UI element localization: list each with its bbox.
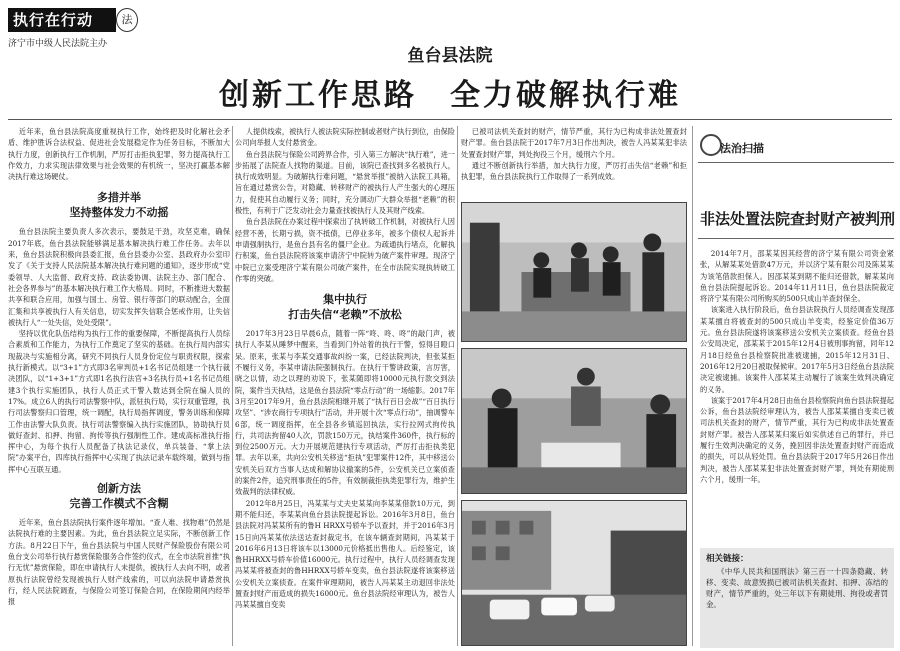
- section-heading: 坚持整体发力不动摇: [69, 206, 169, 220]
- sidebar-headline: 非法处置法院查封财产被判刑: [700, 210, 896, 228]
- related-links-box: [700, 548, 894, 648]
- article-column-1: [8, 126, 230, 648]
- column-divider: [692, 126, 693, 646]
- related-links-text: 《中华人民共和国刑法》第三百一十四条隐藏、转移、变卖、故意毁损已被司法机关查封、扣押、冻结的财产，情节严重的，处三年以下有期徒刑、拘役或者罚金。: [706, 567, 888, 609]
- logo-title: 执行在行动: [8, 8, 116, 32]
- paragraph: 2012年8月25日，冯某某与丈夫史某某向李某某借款10万元，到期不能归还，李某某向鱼台县法院提起诉讼。2016年3月8日，鱼台县法院对冯某某所有的鲁H HRXX号轿车予以查封，并于2016年3月15日向冯某某依法送达查封裁定书，在该车辆查封期间，冯某某于2016年6月13日将该车以13000元价格抵出售他人。后经鉴定，该鲁HHRXX号轿车价值16000元。执行过程中，执行人员经调查发现冯某某将被查封的鲁HHRXX号轿车变卖，鱼台县法院遂将该案移送公安机关立案侦查。在案件审理期间，被告人冯某某主动退回非法处置查封财产而造成的损失16000元。鱼台县法院经审理认为，被告人冯某某擅自变卖: [235, 498, 455, 610]
- paragraph: 坚持以优化队伍结构为执行工作的重要保障，不断提高执行人员综合素质和工作能力，为执行工作奠定了坚实的基础。在执行局内部实现裁决与实施相分离，研究不同执行人员身份定位与职责权限，探索执行新模式。以“3+1”方式即3名审判员+1名书记员组建一个执行裁决团队，以“1+3+1”方式即1名执行法官+3名执行员+1名书记员组建3个执行实施团队，执行人员正式干警入数达到全院在编人员的17%。成立6人的执行司法警察中队，派驻执行局，实行双重管理，执行司法警察归口管理，统一调配，执行局指挥调度，警务训练和保障工作由法警大队负责。执行司法警察编入执行实施团队，协助执行员做好查封、扣押、拘留、拘传等执行强制性工作。建成高标准执行指挥中心，为每个执行人员配备了执法记录仪，单兵装备、“掌上法院”办案平台，四库执行指挥中心实现了执法记录车载终端，做到与指挥中心互联互通。: [8, 329, 230, 474]
- photo-office-meeting: [461, 202, 687, 342]
- article-column-2: [235, 126, 455, 648]
- section-heading: 打击失信“老赖”不放松: [288, 308, 402, 322]
- sidebar-tag: 法治扫描: [720, 142, 764, 155]
- column-divider: [457, 126, 458, 646]
- article-column-3: [461, 126, 687, 196]
- section-heading: 创新方法: [97, 482, 141, 496]
- sidebar-rule: [698, 162, 894, 163]
- article-kicker: 鱼台县法院: [407, 46, 493, 66]
- section-heading: 集中执行: [323, 293, 367, 307]
- scan-badge-icon: [700, 134, 722, 156]
- related-links-title: 相关链接：: [706, 554, 749, 564]
- paragraph: 近年来，鱼台县法院高度重视执行工作，始终把及时化解社会矛盾、维护胜诉合法权益、促进社会发展稳定作为任务目标，不断加大执行力度，创新执行工作机制，严厉打击拒执犯罪，努力提高执行工作效力，力求实现法律效果与社会效果的有机统一，坚决打赢基本解决执行难这场硬仗。: [8, 127, 230, 182]
- paragraph: 2014年7月，邵某某因其经营的济宁某有限公司资金紧张，从解某某处借款47万元，并以济宁某有限公司及陈某某为该笔借款担保人。因邵某某到期不能归还借款，解某某向鱼台县法院提起诉讼。2014年11月11日，鱼台县法院裁定将济宁某有限公司所购买的500只成山羊查封保全。: [700, 249, 894, 304]
- section-heading: 多措并举: [97, 191, 141, 205]
- paragraph: 该案于2017年4月28日由鱼台县检察院向鱼台县法院提起公诉，鱼台县法院经审理认为，被告人邵某某擅自变卖已被司法机关查封的财产，情节严重，其行为已构成非法处置查封财产罪。被告人邵某某归案后如实供述自己的罪行，并已履行生效判决确定的义务，挽回因非法处置查封财产而造成的损失，可以从轻处罚。鱼台县法院于2017年5月26日作出判决，被告人邵某某犯非法处置查封财产罪，判处有期徒刑六个月，缓刑一年。: [700, 395, 894, 484]
- paragraph: 鱼台县法院与保险公司跨界合作，引入第三方解决“执行难”，进一步拓展了法院查人找物的渠道。目前，该院已查找到多名被执行人，执行成效明显。为破解执行难问题，“悬赏举报”被纳入法院工具箱，旨在通过悬赏公告，对隐藏、转移财产的被执行人产生强大的心理压力，促使其自动履行义务；同时，充分调动广大群众举报“老赖”的积极性，有利于广泛发动社会力量查找被执行人及其财产线索。: [235, 149, 455, 216]
- section-heading: 完善工作模式不含糊: [69, 497, 169, 511]
- paragraph: 通过不断创新执行举措，加大执行力度，严厉打击失信“老赖”和拒执犯罪，鱼台县法院执行工作取得了一系列成效。: [461, 160, 687, 182]
- paragraph: 已被司法机关查封的财产，情节严重，其行为已构成非法处置查封财产罪。鱼台县法院于2017年7月3日作出判决，被告人冯某某犯非法处置查封财产罪，判处拘役三个月，缓刑六个月。: [461, 127, 687, 159]
- photo-court-officers: [461, 348, 687, 494]
- photo-police-vehicles: [461, 500, 687, 646]
- column-divider: [232, 126, 233, 646]
- logo-subtitle: 济宁市中级人民法院主办: [8, 39, 108, 49]
- sidebar-rule: [698, 238, 894, 239]
- paragraph: 鱼台县法院主要负责人多次表示，要鼓足干劲，攻坚克难，确保2017年底，鱼台县法院能够满足基本解决执行难工作任务。去年以来，鱼台县法院积极向县委汇报，鱼台县委办公室、县政府办公室印发了《关于支持人民法院基本解决执行难问题的通知》，逐步形成“党委领导、人大监督、政府支持、政法委协调、法院主办、部门配合、社会各界参与”的基本解决执行难工作大格局。同时，不断推进大数据共享和联合应用，加强与国土、房管、银行等部门的联动配合，全面汇集和共享被执行人有关信息，切实发挥失信联合惩戒作用，让失信被执行人“一处失信，处处受限”。: [8, 227, 230, 327]
- paragraph: 2017年3月23日早晨6点，随着一阵“咚、咚、咚”的敲门声，被执行人李某从睡梦中醒来，当看到门外站着的执行干警，惊得目瞪口呆。原来，张某与李某交通事故纠纷一案，已经法院判决，但张某拒不履行义务，李某申请法院强制执行。在执行干警讲政策，言厉害，晓之以情，动之以理的劝说下，张某随即将10000元执行款交到法院，案件当天执结，这是鱼台县法院“零点行动”的一场缩影。2017年3月至2017年9月，鱼台县法院相继开展了“执行百日会战”“百日执行攻坚”、“涉农商行专项执行”活动，并开展十次“零点行动”，抽调警车6部，统一调度指挥，在全县各乡镇巡回执法，实行拉网式拘传执行，共司法拘留40人次，罚款150万元，执结案件360件，执行标的到位2500万元。大力开展规范建执行专项活动，严厉打击拒执类犯罪。去年以来，共向公安机关移送“拒执”犯罪案件12件，其中移送公安机关后双方当事人达成和解协议撤案的5件，公安机关已立案侦查的案件2件，追究刑事责任的5件，有效制裁拒执类犯罪行为，维护生效裁判的法律权威。: [235, 329, 455, 497]
- article-headline: 创新工作思路 全力破解执行难: [219, 78, 681, 113]
- sidebar-article: [700, 248, 894, 542]
- header-divider: [8, 119, 892, 120]
- paragraph: 该案进入执行阶段后，鱼台县法院执行人员经调查发现邵某某擅自将被查封的500只成山羊变卖，经鉴定价值36万元。鱼台县法院遂将该案移送公安机关立案侦查。经鱼台县公安局决定，邵某某于2015年12月4日被刑事拘留，同年12月18日经鱼台县检察院批准被逮捕，2015年12月31日、2016年12月20日被取保候审。2017年5月3日经鱼台县法院决定被逮捕。该案件人邵某某主动履行了该案生效判决确定的义务。: [700, 305, 894, 394]
- paragraph: 近年来，鱼台县法院执行案件逐年增加。“查人难、找物难”仍然是法院执行难的主要因素。为此，鱼台县法院立足实际，不断创新工作方法。8月22日下午，鱼台县法院与中国人民财产保险股份有限公司鱼台支公司举行执行悬赏保险服务合作签约仪式，在全市法院首推“执行无忧”悬赏保险，即在申请执行人未提供，被执行人去向不明，或者原执行法院曾经发现被执行人财产线索的，可以向法院申请悬赏执行，经人民法院调查，与保险公司签订保险合同，在保险期间内经举报: [8, 518, 230, 607]
- paragraph: 人提供线索，被执行人被法院实际控制或者财产执行到位，由保险公司向举报人支付悬赏金。: [235, 127, 455, 148]
- paragraph: 鱼台县法院在办案过程中探索出了执转破工作机制，对被执行人因经营不善，长期亏损，资不抵债，已停业多年，被多个债权人起诉并申请强制执行，是鱼台县有名的僵尸企业。为疏通执行堵点，化解执行积案，鱼台县法院将该案申请济宁中院转为破产案件审理。现济宁中院已立案受理济宁某有限公司破产案件，在全市法院实现执转破工作零的突破。: [235, 217, 455, 283]
- court-emblem-icon: 法: [116, 8, 138, 32]
